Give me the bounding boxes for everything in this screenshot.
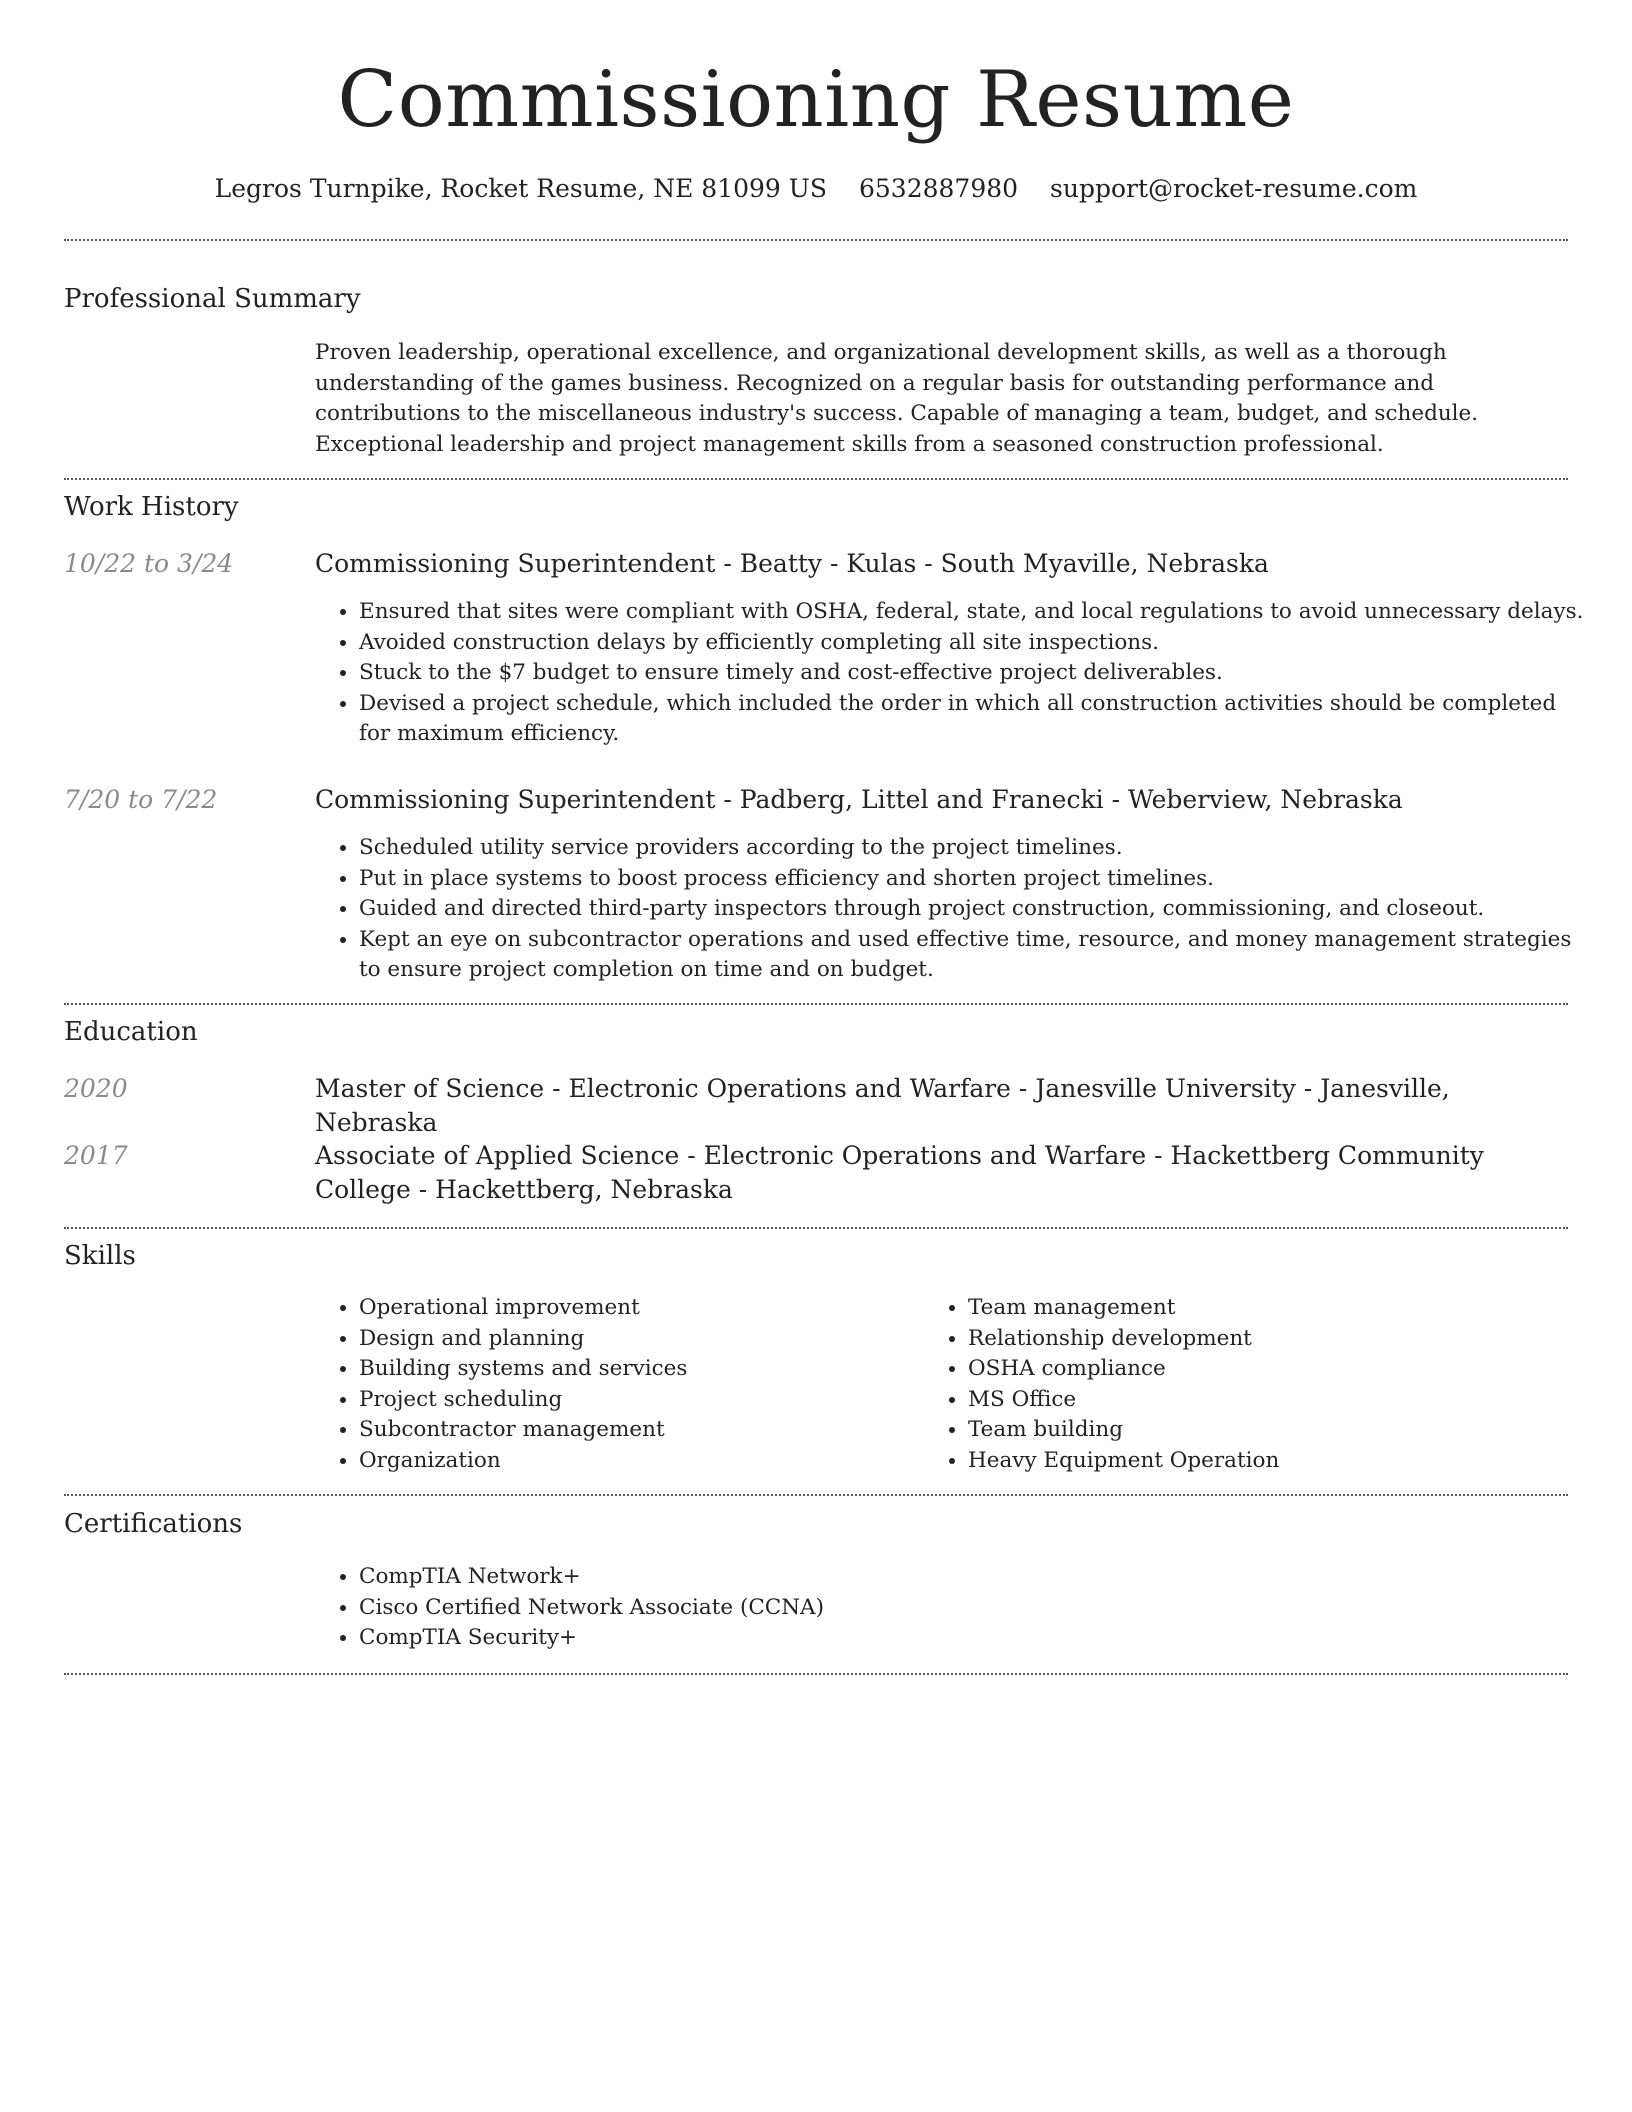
certifications-heading: Certifications bbox=[64, 1509, 243, 1539]
summary-text: Proven leadership, operational excellence, and organizational development skills, as well as a thorough understanding of the games business. Recognized on a regular basis for outstanding performance and contributions to the miscellaneous industry's success. Capable of managing a team, budget, and schedule. Exceptional leadership and project management skills from a seasoned construction professional. bbox=[315, 340, 1479, 457]
skill-item: • Operational improvement bbox=[359, 1293, 919, 1324]
skills-heading: Skills bbox=[64, 1241, 136, 1271]
contact-line bbox=[0, 172, 1632, 206]
skills-list-right bbox=[924, 1293, 1528, 1476]
certifications-list bbox=[315, 1562, 1589, 1654]
job-bullet: • Stuck to the $7 budget to ensure timely and cost-effective project deliverables. bbox=[359, 658, 1589, 689]
section-divider bbox=[64, 1494, 1568, 1496]
section-divider bbox=[64, 1673, 1568, 1675]
job-bullets bbox=[315, 833, 1589, 986]
work-history-heading: Work History bbox=[64, 492, 239, 522]
education-entry: Associate of Applied Science - Electronic Operations and Warfare - Hackettberg Community College - Hackettberg, Nebraska bbox=[315, 1141, 1484, 1204]
job-bullets bbox=[315, 597, 1589, 750]
contact-address: Legros Turnpike, Rocket Resume, NE 81099 US bbox=[214, 174, 827, 203]
skill-item: • Team management bbox=[968, 1293, 1528, 1324]
skill-item: • Relationship development bbox=[968, 1324, 1528, 1355]
job-heading: Commissioning Superintendent - Padberg, Littel and Franecki - Weberview, Nebraska bbox=[315, 785, 1403, 814]
job-bullet: • Put in place systems to boost process efficiency and shorten project timelines. bbox=[359, 864, 1589, 895]
education-entry: Master of Science - Electronic Operations and Warfare - Janesville University - Janesville, Nebraska bbox=[315, 1074, 1450, 1137]
job-bullet: • Avoided construction delays by efficiently completing all site inspections. bbox=[359, 628, 1589, 659]
certification-item: • Cisco Certified Network Associate (CCNA) bbox=[359, 1593, 1589, 1624]
job-dates: 7/20 to 7/22 bbox=[64, 785, 218, 814]
certification-item: • CompTIA Security+ bbox=[359, 1623, 1589, 1654]
skill-item: • MS Office bbox=[968, 1385, 1528, 1416]
section-divider bbox=[64, 1003, 1568, 1005]
education-year: 2017 bbox=[64, 1141, 128, 1170]
job-bullet: • Ensured that sites were compliant with OSHA, federal, state, and local regulations to avoid unnecessary delays. bbox=[359, 597, 1589, 628]
education-year: 2020 bbox=[64, 1074, 128, 1103]
education-heading: Education bbox=[64, 1017, 198, 1047]
section-divider bbox=[64, 239, 1568, 241]
job-bullet: • Scheduled utility service providers according to the project timelines. bbox=[359, 833, 1589, 864]
section-divider bbox=[64, 478, 1568, 480]
skill-item: • Project scheduling bbox=[359, 1385, 919, 1416]
job-dates: 10/22 to 3/24 bbox=[64, 549, 234, 578]
skill-item: • Heavy Equipment Operation bbox=[968, 1446, 1528, 1477]
job-heading: Commissioning Superintendent - Beatty - Kulas - South Myaville, Nebraska bbox=[315, 549, 1269, 578]
skill-item: • Organization bbox=[359, 1446, 919, 1477]
skill-item: • Team building bbox=[968, 1415, 1528, 1446]
skill-item: • Design and planning bbox=[359, 1324, 919, 1355]
resume-title: Commissioning Resume bbox=[337, 55, 1295, 145]
skills-list-left bbox=[315, 1293, 919, 1476]
skill-item: • Building systems and services bbox=[359, 1354, 919, 1385]
job-bullet: • Guided and directed third-party inspectors through project construction, commissioning, and closeout. bbox=[359, 894, 1589, 925]
job-bullet: • Kept an eye on subcontractor operations and used effective time, resource, and money management strategies to ensure project completion on time and on budget. bbox=[359, 925, 1589, 986]
job-bullet: • Devised a project schedule, which included the order in which all construction activities should be completed for maximum efficiency. bbox=[359, 689, 1589, 750]
skill-item: • Subcontractor management bbox=[359, 1415, 919, 1446]
section-divider bbox=[64, 1227, 1568, 1229]
contact-email: support@rocket-resume.com bbox=[1050, 174, 1418, 203]
summary-heading: Professional Summary bbox=[64, 284, 361, 314]
certification-item: • CompTIA Network+ bbox=[359, 1562, 1589, 1593]
contact-phone: 6532887980 bbox=[858, 174, 1019, 203]
skill-item: • OSHA compliance bbox=[968, 1354, 1528, 1385]
